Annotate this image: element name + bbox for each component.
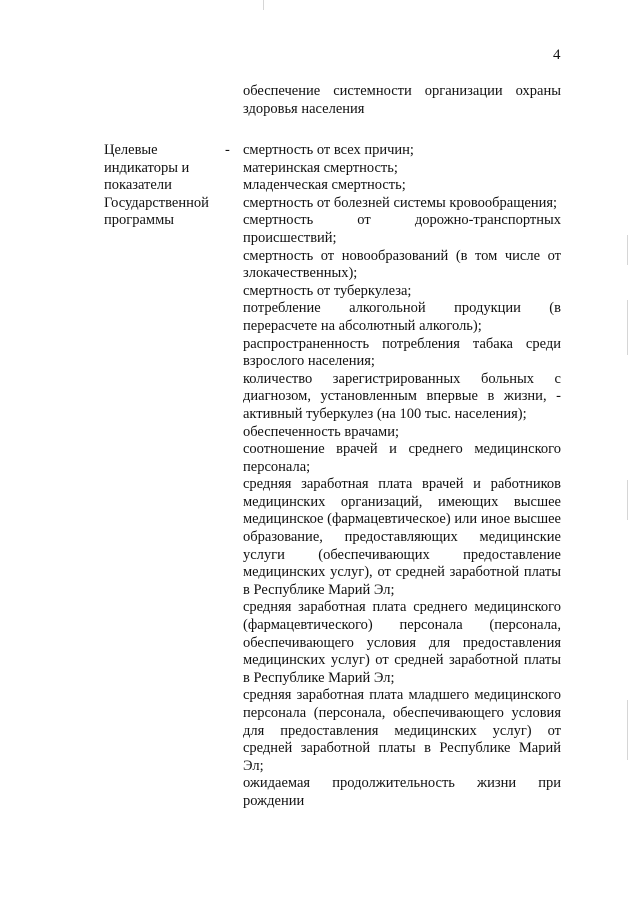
indicator-item: смертность от всех причин; (243, 142, 414, 158)
scan-artifact (627, 700, 628, 760)
page-number: 4 (553, 47, 561, 63)
intro-paragraph: обеспечение системности организации охраны здоровья населения (243, 83, 561, 117)
section-label-line: Целевые (104, 142, 158, 158)
scan-artifact (627, 480, 628, 520)
indicator-item: ожидаемая продолжительность жизни при рождении (243, 775, 561, 809)
indicator-item: смертность от болезней системы кровообращения; (243, 194, 558, 211)
indicator-item: смертность от дорожно-транспортных происшествий; (243, 212, 561, 246)
indicator-item: средняя заработная плата среднего медицинского (фармацевтического) персонала (персонала, обеспечивающего условия для предоставления медицинских услуг) от средней заработной платы в Республике Марий Эл; (243, 599, 561, 686)
indicator-item: обеспеченность врачами; (243, 423, 400, 440)
section-label-line: программы (104, 212, 174, 229)
section-label-line: индикаторы и (104, 159, 190, 176)
indicator-item: средняя заработная плата врачей и работников медицинских организаций, имеющих высшее медицинское (фармацевтическое) или иное высшее образование, предоставляющих медицинские услуги (обеспечивающих предоставление медицинских услуг), от средней заработной платы в Республике Марий Эл; (243, 476, 561, 598)
indicator-list (243, 142, 561, 811)
indicator-item: количество зарегистрированных больных с диагнозом, установленным впервые в жизни, - активный туберкулез (на 100 тыс. населения); (243, 370, 561, 422)
scan-artifact (627, 300, 628, 355)
indicator-item: смертность от новообразований (в том числе от злокачественных); (243, 247, 561, 282)
section-label (104, 142, 224, 230)
indicator-item: смертность от туберкулеза; (243, 282, 412, 299)
label-dash: - (225, 142, 230, 158)
indicator-item: средняя заработная плата младшего медицинского персонала (персонала, обеспечивающего условия для предоставления медицинских услуг) от средней заработной платы в Республике Марий Эл; (243, 687, 561, 774)
indicator-item: младенческая смертность; (243, 177, 406, 194)
indicator-item: распространенность потребления табака среди взрослого населения; (243, 335, 561, 370)
indicator-item: соотношение врачей и среднего медицинского персонала; (243, 441, 561, 475)
indicator-item: потребление алкогольной продукции (в перерасчете на абсолютный алкоголь); (243, 300, 561, 334)
section-label-line: Государственной (104, 194, 209, 211)
scan-artifact (263, 0, 264, 10)
scan-artifact (627, 235, 628, 265)
indicator-item: материнская смертность; (243, 159, 398, 176)
section-label-line: показатели (104, 177, 172, 194)
